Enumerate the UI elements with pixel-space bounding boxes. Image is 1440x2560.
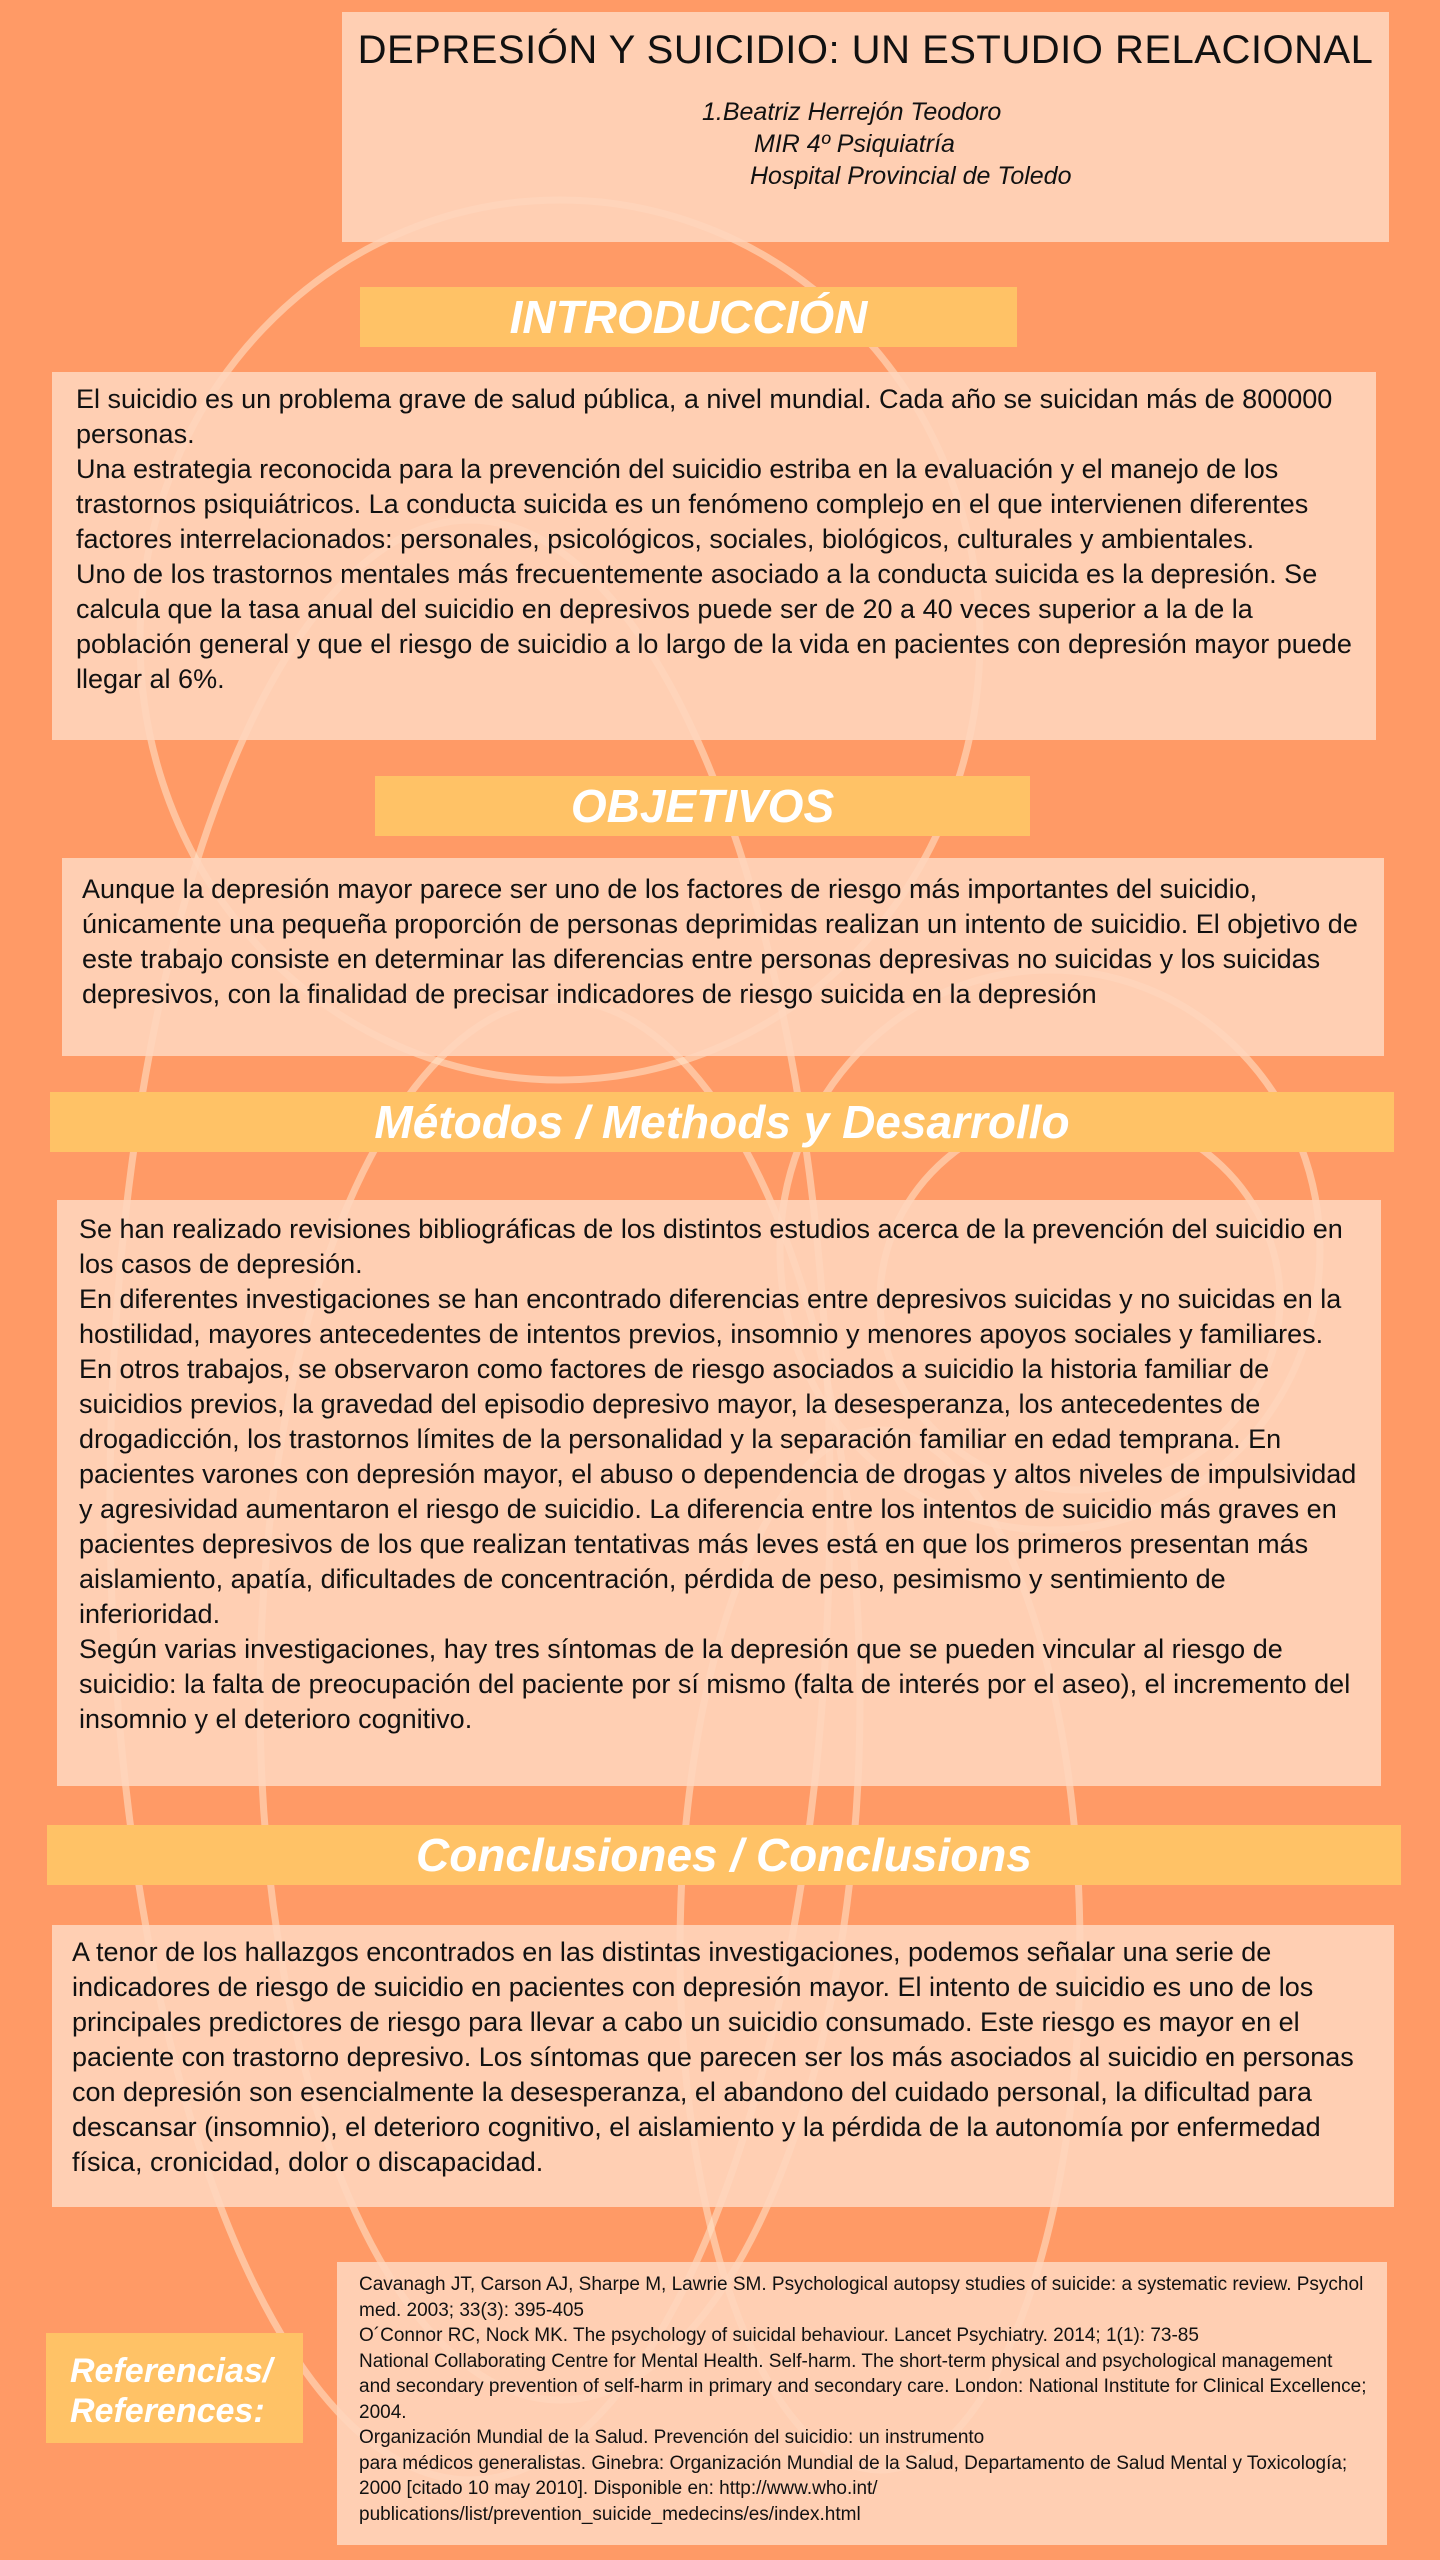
metodos-paragraph: En diferentes investigaciones se han encontrado diferencias entre depresivos suicidas y no suicidas en la hostilidad, mayores antecedentes de intentos previos, insomnio y menores apoyos sociales y familiares. En otros trabajos, se observaron como factores de riesgo asociados a suicidio la historia familiar de suicidios previos, la gravedad del episodio depresivo mayor, la desesperanza, los antecedentes de drogadicción, los trastornos límites de la personalidad y la separación familiar en edad temprana. En pacientes varones con depresión mayor, el abuso o dependencia de drogas y altos niveles de impulsividad y agresividad aumentaron el riesgo de suicidio. La diferencia entre los intentos de suicidio más graves en pacientes depresivos de los que realizan tentativas más leves está en que los primeros presentan más aislamiento, apatía, dificultades de concentración, pérdida de peso, pesimismo y sentimiento de inferioridad. bbox=[79, 1284, 1357, 1629]
reference-entry: Cavanagh JT, Carson AJ, Sharpe M, Lawrie SM. Psychological autopsy studies of suicide: a systematic review. Psychol med. 2003; 33(3): 395-405 bbox=[359, 2274, 1364, 2321]
metodos-text bbox=[79, 1212, 1357, 1737]
reference-entry: O´Connor RC, Nock MK. The psychology of suicidal behaviour. Lancet Psychiatry. 2014; 1(1): 73-85 bbox=[359, 2325, 1199, 2346]
author-name: 1.Beatriz Herrejón Teodoro bbox=[702, 98, 1002, 126]
introduccion-box bbox=[52, 372, 1376, 740]
author-role: MIR 4º Psiquiatría bbox=[754, 130, 955, 158]
objetivos-heading: OBJETIVOS bbox=[375, 776, 1030, 836]
author-institution: Hospital Provincial de Toledo bbox=[750, 162, 1072, 190]
objetivos-box bbox=[62, 858, 1384, 1056]
metodos-paragraph: Según varias investigaciones, hay tres síntomas de la depresión que se pueden vincular al riesgo de suicidio: la falta de preocupación del paciente por sí mismo (falta de interés por el aseo), el incremento del insomnio y el deterioro cognitivo. bbox=[79, 1634, 1351, 1734]
reference-entry: Organización Mundial de la Salud. Prevención del suicidio: un instrumento bbox=[359, 2427, 985, 2448]
conclusiones-heading: Conclusiones / Conclusions bbox=[47, 1825, 1401, 1885]
introduccion-paragraph: Uno de los trastornos mentales más frecuentemente asociado a la conducta suicida es la depresión. Se calcula que la tasa anual del suicidio en depresivos puede ser de 20 a 40 veces superior a la de la población general y que el riesgo de suicidio a lo largo de la vida en pacientes con depresión mayor puede llegar al 6%. bbox=[76, 559, 1352, 694]
reference-entry: para médicos generalistas. Ginebra: Organización Mundial de la Salud, Departamento de Salud Mental y Toxicología; 2000 [citado 10 may 2010]. Disponible en: http://www.who.int/ publications/list/prevention_suicide_medecins/es/index.html bbox=[359, 2452, 1348, 2525]
referencias-heading-line: References: bbox=[70, 2392, 265, 2430]
conclusiones-box bbox=[52, 1925, 1394, 2207]
objetivos-paragraph: Aunque la depresión mayor parece ser uno de los factores de riesgo más importantes del suicidio, únicamente una pequeña proporción de personas deprimidas realizan un intento de suicidio. El objetivo de este trabajo consiste en determinar las diferencias entre personas depresivas no suicidas y los suicidas depresivos, con la finalidad de precisar indicadores de riesgo suicida en la depresión bbox=[82, 874, 1358, 1009]
metodos-box bbox=[57, 1200, 1381, 1786]
conclusiones-text bbox=[72, 1935, 1372, 2180]
title-box bbox=[342, 12, 1389, 242]
referencias-heading bbox=[46, 2333, 303, 2443]
introduccion-heading: INTRODUCCIÓN bbox=[360, 287, 1017, 347]
referencias-box bbox=[337, 2262, 1387, 2545]
metodos-paragraph: Se han realizado revisiones bibliográficas de los distintos estudios acerca de la prevención del suicidio en los casos de depresión. bbox=[79, 1214, 1343, 1279]
metodos-heading: Métodos / Methods y Desarrollo bbox=[50, 1092, 1394, 1152]
referencias-heading-line: Referencias/ bbox=[70, 2352, 273, 2390]
poster-title: DEPRESIÓN Y SUICIDIO: UN ESTUDIO RELACIONAL bbox=[357, 28, 1374, 72]
introduccion-paragraph: Una estrategia reconocida para la prevención del suicidio estriba en la evaluación y el manejo de los trastornos psiquiátricos. La conducta suicida es un fenómeno complejo en el que intervienen diferentes factores interrelacionados: personales, psicológicos, sociales, biológicos, culturales y ambientales. bbox=[76, 454, 1309, 554]
reference-entry: National Collaborating Centre for Mental Health. Self-harm. The short-term physical and psychological management and secondary prevention of self-harm in primary and secondary care. London: National Institute for Clinical Excellence; 2004. bbox=[359, 2350, 1367, 2423]
conclusiones-paragraph: A tenor de los hallazgos encontrados en las distintas investigaciones, podemos señalar una serie de indicadores de riesgo de suicidio en pacientes con depresión mayor. El intento de suicidio es uno de los principales predictores de riesgo para llevar a cabo un suicidio consumado. Este riesgo es mayor en el paciente con trastorno depresivo. Los síntomas que parecen ser los más asociados al suicidio en personas con depresión son esencialmente la desesperanza, el abandono del cuidado personal, la dificultad para descansar (insomnio), el deterioro cognitivo, el aislamiento y la pérdida de la autonomía por enfermedad física, cronicidad, dolor o discapacidad. bbox=[72, 1937, 1354, 2177]
introduccion-text bbox=[76, 382, 1354, 697]
introduccion-paragraph: El suicidio es un problema grave de salud pública, a nivel mundial. Cada año se suicidan más de 800000 personas. bbox=[76, 384, 1333, 449]
objetivos-text bbox=[82, 872, 1362, 1012]
